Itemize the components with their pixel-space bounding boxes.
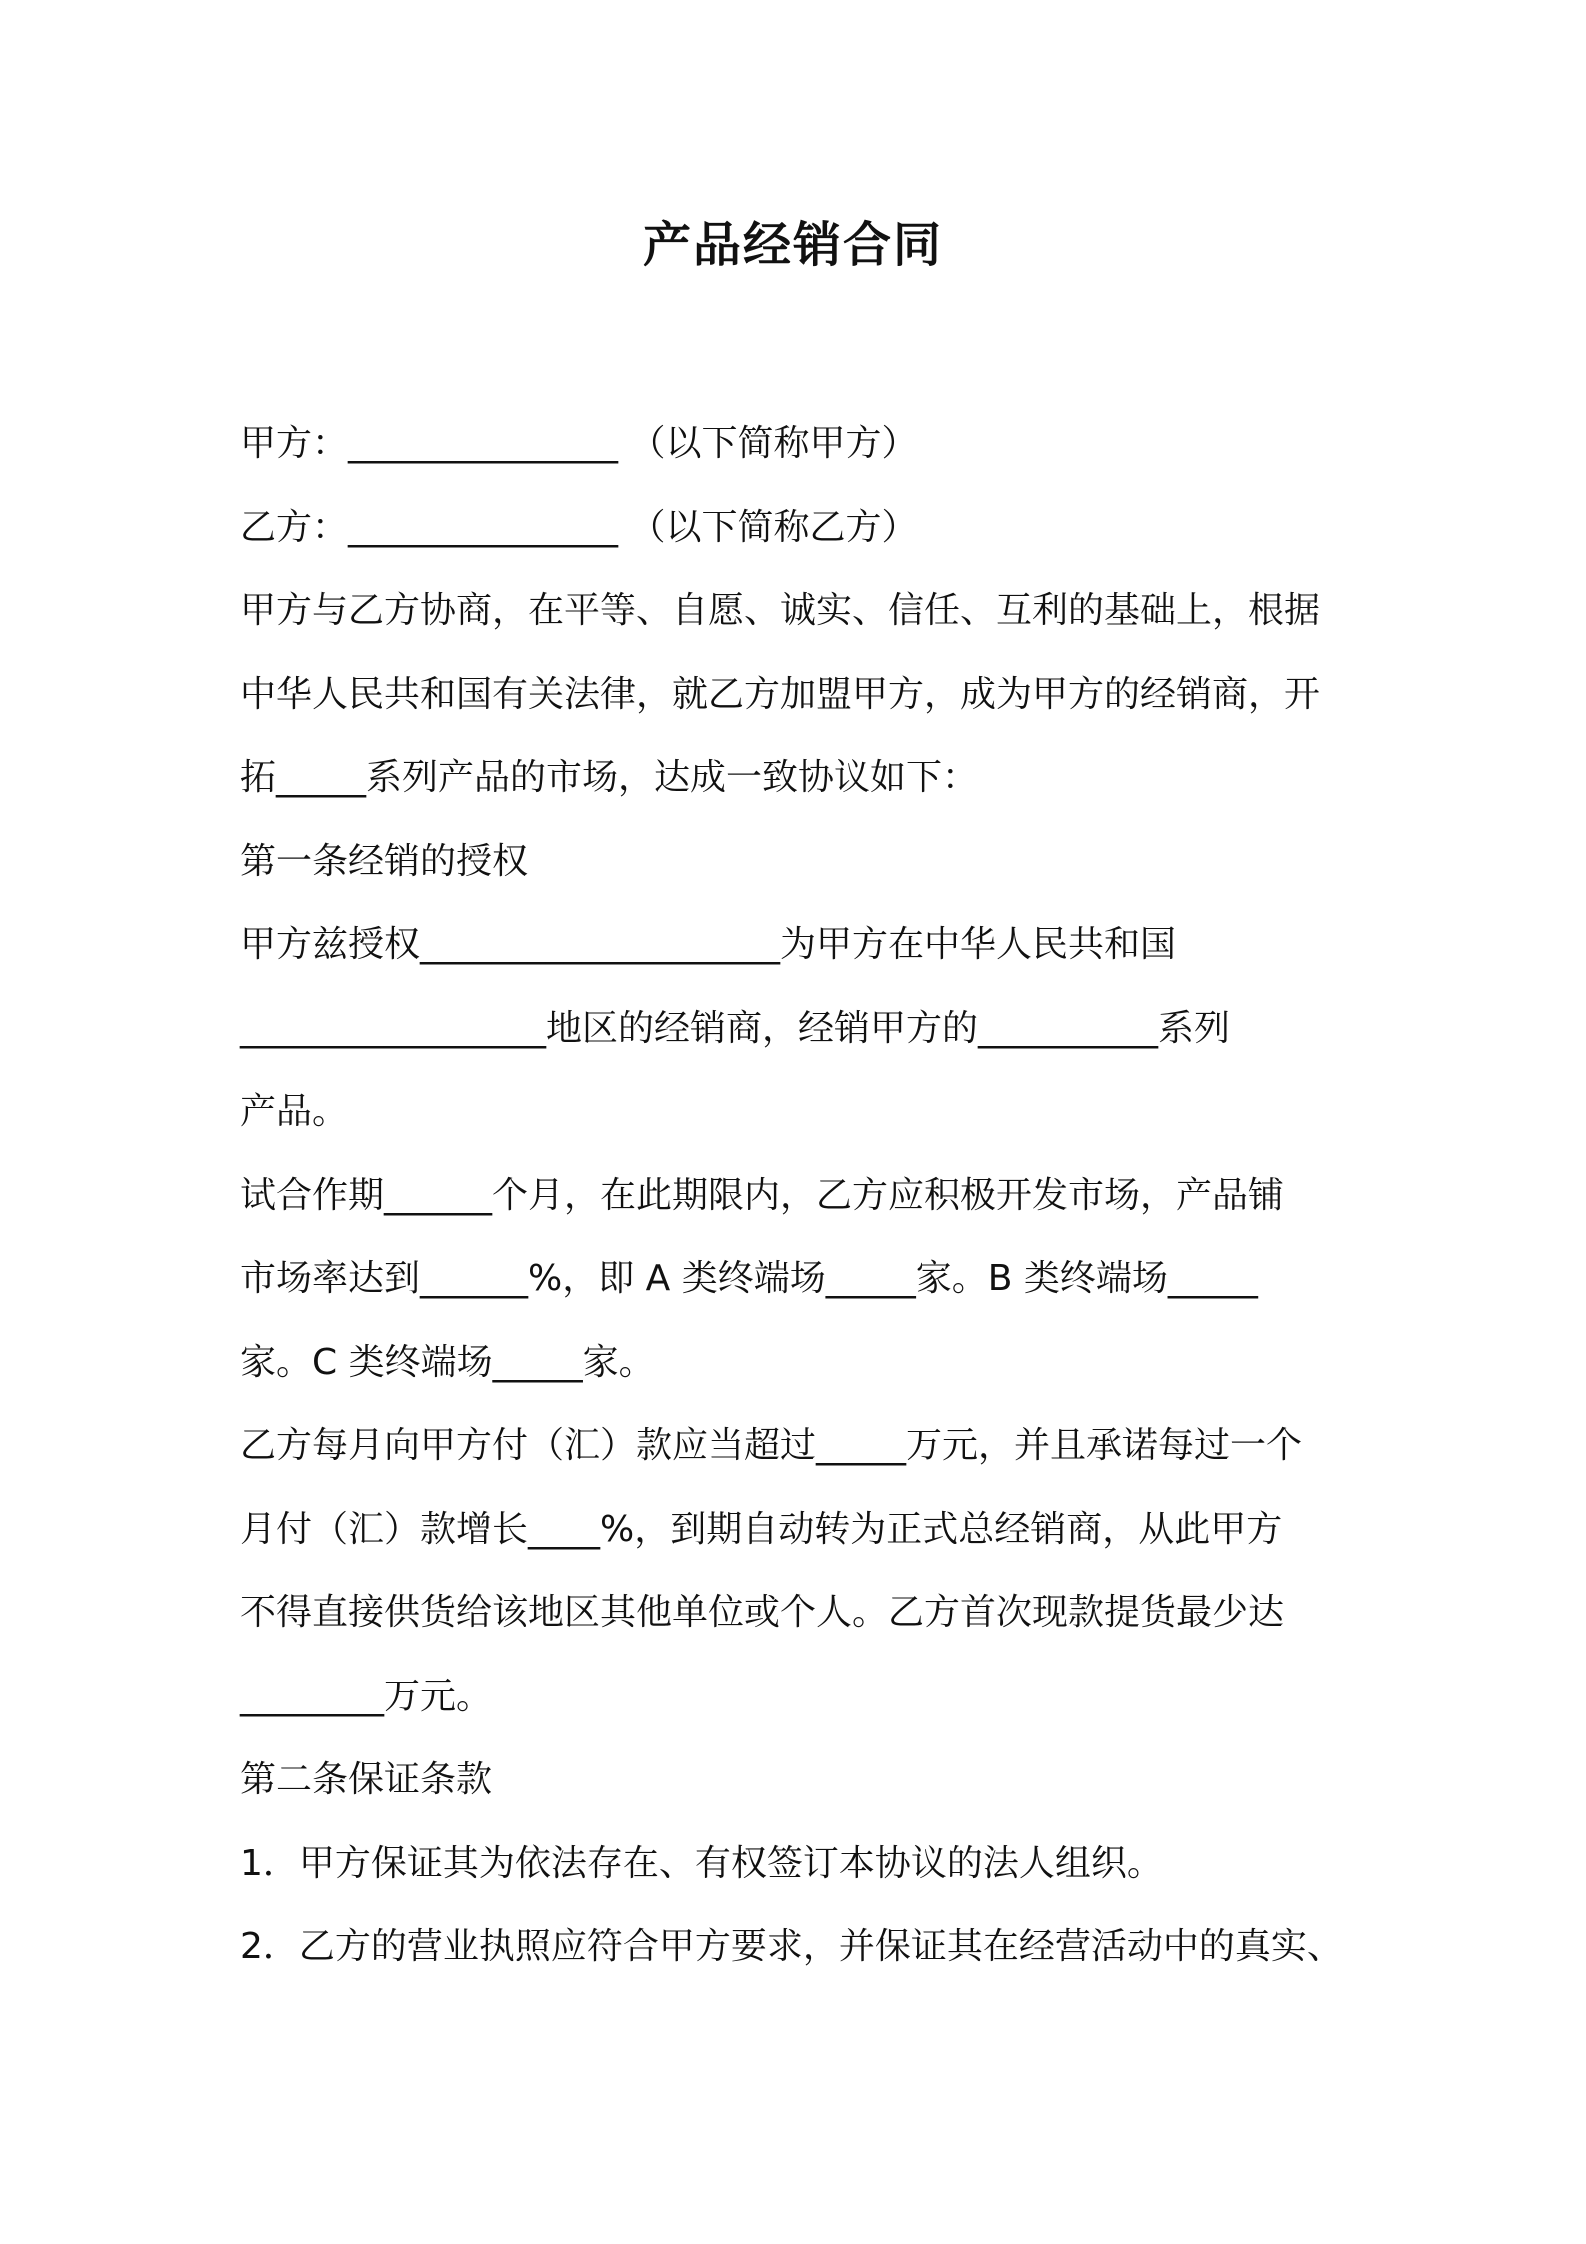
preamble-line-2: 中华人民共和国有关法律，就乙方加盟甲方，成为甲方的经销商，开 [240,673,1321,715]
trial-period-line-1: 试合作期______个月，在此期限内，乙方应积极开发市场，产品铺 [240,1174,1285,1216]
payment-line-3: 不得直接供货给该地区其他单位或个人。乙方首次现款提货最少达 [240,1592,1285,1633]
party-a-line: 甲方：_______________ （以下简称甲方） [240,423,918,464]
payment-line-2: 月付（汇）款增长____%，到期自动转为正式总经销商，从此甲方 [240,1508,1283,1550]
payment-line-1: 乙方每月向甲方付（汇）款应当超过_____万元，并且承诺每过一个 [240,1425,1303,1466]
party-b-line: 乙方：_______________ （以下简称乙方） [240,506,918,548]
article-1-line-2: _________________地区的经销商，经销甲方的__________系列 [240,1007,1231,1049]
article-2-heading: 第二条保证条款 [240,1759,493,1800]
article-1-line-1: 甲方兹授权____________________为甲方在中华人民共和国 [240,924,1177,965]
article-1-line-3: 产品。 [240,1091,349,1132]
payment-line-4: ________万元。 [240,1675,493,1717]
preamble-line-1: 甲方与乙方协商，在平等、自愿、诚实、信任、互利的基础上，根据 [240,590,1321,631]
document-title: 产品经销合同 [642,217,943,273]
preamble-line-3: 拓_____系列产品的市场，达成一致协议如下： [240,757,979,798]
article-1-heading: 第一条经销的授权 [240,840,529,882]
document-body [240,402,1370,1989]
trial-period-line-2: 市场率达到______%，即 A 类终端场_____家。B 类终端场_____ [240,1258,1258,1299]
article-2-item-1: 1．甲方保证其为依法存在、有权签订本协议的法人组织。 [240,1842,1163,1884]
article-2-item-2: 2．乙方的营业执照应符合甲方要求，并保证其在经营活动中的真实、 [240,1926,1343,1967]
trial-period-line-3: 家。C 类终端场_____家。 [240,1341,655,1383]
